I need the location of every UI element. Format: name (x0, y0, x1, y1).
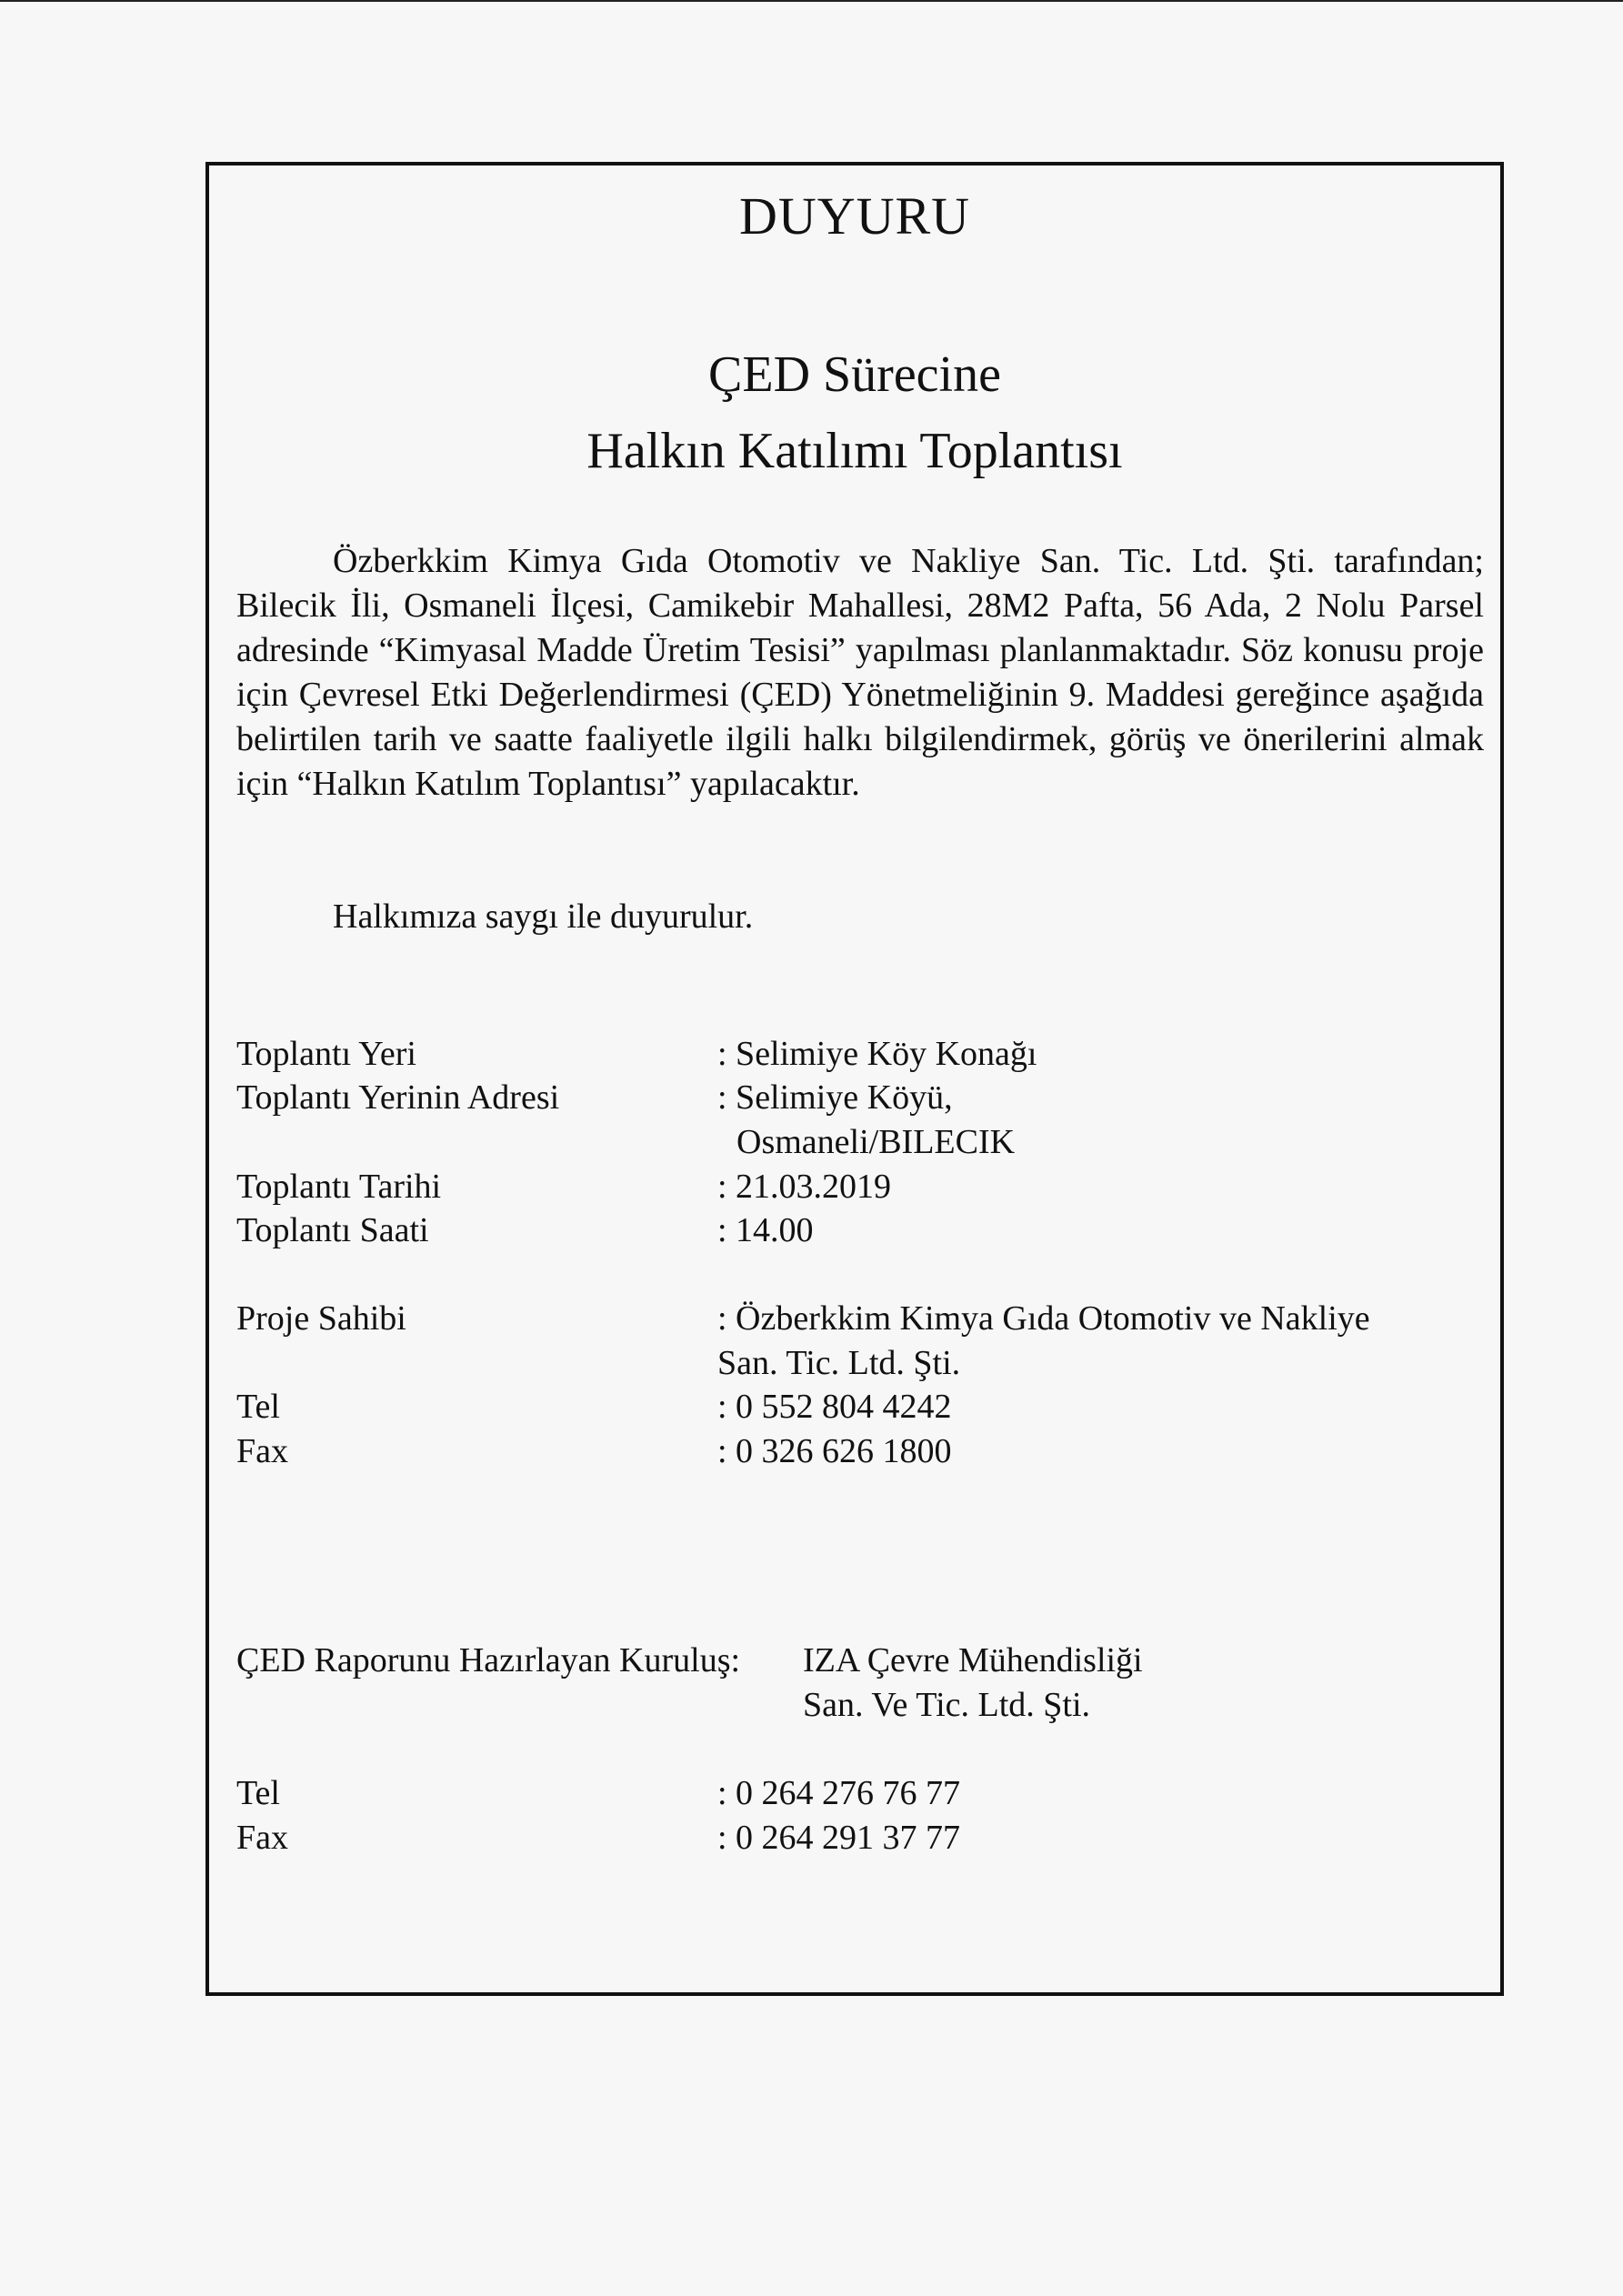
owner-fax-value: : 0 326 626 1800 (717, 1432, 952, 1470)
owner-label: Proje Sahibi (236, 1299, 406, 1338)
owner-tel-label: Tel (236, 1388, 280, 1426)
subtitle-line-2: Halkın Katılımı Toplantısı (586, 423, 1123, 479)
preparer-label: ÇED Raporunu Hazırlayan Kuruluş: (236, 1641, 741, 1679)
closing-line: Halkımıza saygı ile duyurulur. (333, 897, 754, 936)
preparer-value-1: IZA Çevre Mühendisliği (803, 1641, 1143, 1679)
subtitle-line-1: ÇED Sürecine (708, 346, 1001, 403)
meeting-place-label: Toplantı Yeri (236, 1035, 416, 1073)
preparer-fax-label: Fax (236, 1819, 288, 1857)
owner-value-2: San. Tic. Ltd. Şti. (717, 1344, 961, 1382)
preparer-tel-label: Tel (236, 1774, 280, 1812)
meeting-time-value: : 14.00 (717, 1211, 814, 1249)
meeting-address-value-1: : Selimiye Köyü, (717, 1078, 953, 1117)
meeting-address-value-2: Osmaneli/BILECIK (736, 1123, 1016, 1161)
preparer-value-2: San. Ve Tic. Ltd. Şti. (803, 1686, 1091, 1724)
meeting-time-label: Toplantı Saati (236, 1211, 429, 1249)
announcement-frame (205, 162, 1504, 1996)
top-rule (0, 0, 1623, 2)
owner-fax-label: Fax (236, 1432, 288, 1470)
meeting-place-value: : Selimiye Köy Konağı (717, 1035, 1037, 1073)
meeting-date-label: Toplantı Tarihi (236, 1168, 442, 1206)
meeting-date-value: : 21.03.2019 (717, 1168, 892, 1206)
preparer-tel-value: : 0 264 276 76 77 (717, 1774, 961, 1812)
preparer-fax-value: : 0 264 291 37 77 (717, 1819, 961, 1857)
owner-tel-value: : 0 552 804 4242 (717, 1388, 952, 1426)
announcement-body: Özberkkim Kimya Gıda Otomotiv ve Nakliye San. Tic. Ltd. Şti. tarafından; Bilecik İli, Osmaneli İlçesi, Camikebir Mahallesi, 28M2 Pafta, 56 Ada, 2 Nolu Parsel adresinde “Kimyasal Madde Üretim Tesisi” yapılması planlanmaktadır. Söz konusu proje için Çevresel Etki Değerlendirmesi (ÇED) Yönetmeliğinin 9. Maddesi gereğince aşağıda belirtilen tarih ve saatte faaliyetle ilgili halkı bilgilendirmek, görüş ve önerilerini almak için “Halkın Katılım Toplantısı” yapılacaktır. (236, 542, 1484, 803)
owner-value-1: : Özberkkim Kimya Gıda Otomotiv ve Nakliye (717, 1299, 1370, 1338)
announcement-title: DUYURU (738, 186, 971, 246)
meeting-address-label: Toplantı Yerinin Adresi (236, 1078, 560, 1117)
